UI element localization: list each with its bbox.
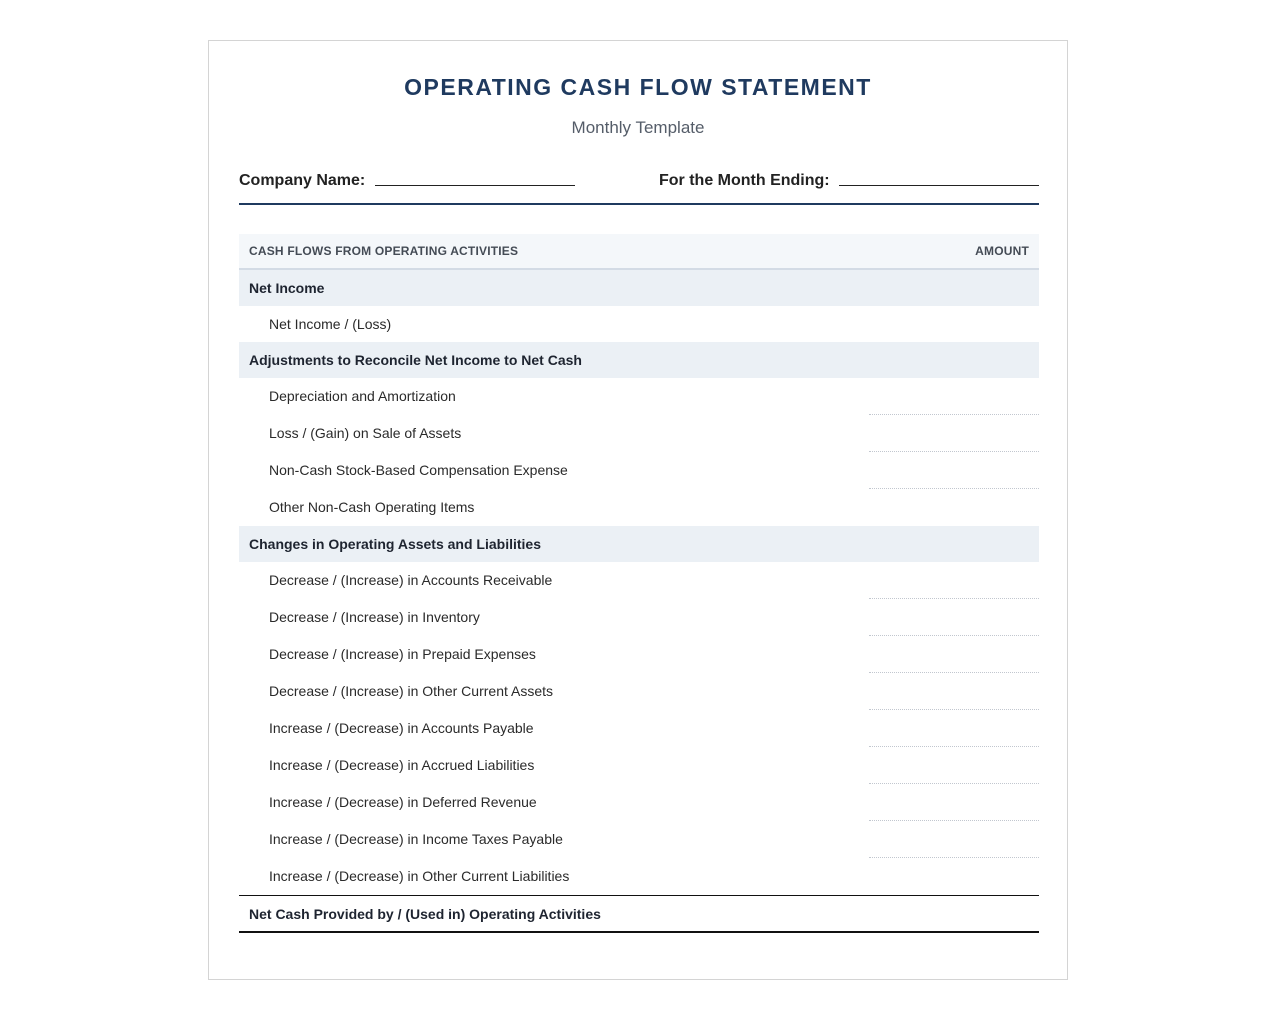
amount-cell[interactable] — [869, 452, 1039, 489]
line-item-label: Net Income / (Loss) — [269, 316, 392, 332]
section-title: Net Income — [249, 280, 325, 296]
line-item-label: Loss / (Gain) on Sale of Assets — [269, 425, 462, 441]
section-title: Changes in Operating Assets and Liabilities — [249, 536, 541, 552]
amount-cell[interactable] — [869, 710, 1039, 747]
section-row-net-income — [239, 270, 1039, 306]
table-row — [239, 489, 1039, 526]
month-ending-label: For the Month Ending: — [659, 172, 830, 189]
table-row — [239, 747, 1039, 784]
table-header-amount: AMOUNT — [975, 244, 1029, 258]
amount-cell[interactable] — [869, 636, 1039, 673]
line-item-label: Increase / (Decrease) in Income Taxes Payable — [269, 831, 563, 847]
total-row — [239, 895, 1039, 933]
line-item-label: Decrease / (Increase) in Inventory — [269, 609, 480, 625]
table-row — [239, 784, 1039, 821]
section-row-adjustments — [239, 342, 1039, 378]
amount-cell[interactable] — [869, 821, 1039, 858]
total-label: Net Cash Provided by / (Used in) Operating Activities — [249, 906, 601, 922]
statement-subtitle: Monthly Template — [571, 118, 705, 137]
line-item-label: Increase / (Decrease) in Accrued Liabilities — [269, 757, 535, 773]
line-item-label: Increase / (Decrease) in Accounts Payable — [269, 720, 534, 736]
table-header-label: CASH FLOWS FROM OPERATING ACTIVITIES — [249, 244, 519, 258]
statement-sheet — [208, 40, 1068, 980]
table-row — [239, 673, 1039, 710]
table-header — [239, 234, 1039, 270]
amount-cell[interactable] — [869, 489, 1039, 526]
cash-flow-table — [239, 234, 1039, 933]
line-item-label: Decrease / (Increase) in Other Current Assets — [269, 683, 553, 699]
table-row — [239, 452, 1039, 489]
section-row-changes — [239, 526, 1039, 562]
amount-cell[interactable] — [869, 599, 1039, 636]
total-amount-cell[interactable] — [869, 896, 1039, 931]
section-title: Adjustments to Reconcile Net Income to Net Cash — [249, 352, 582, 368]
table-row — [239, 378, 1039, 415]
line-item-label: Depreciation and Amortization — [269, 388, 456, 404]
table-row — [239, 710, 1039, 747]
line-item-label: Increase / (Decrease) in Deferred Revenue — [269, 794, 537, 810]
header-fields — [239, 165, 1039, 205]
amount-cell[interactable] — [869, 858, 1039, 895]
table-row — [239, 858, 1039, 895]
company-name-label: Company Name: — [239, 172, 366, 189]
line-item-label: Increase / (Decrease) in Other Current Liabilities — [269, 868, 570, 884]
line-item-label: Decrease / (Increase) in Prepaid Expenses — [269, 646, 536, 662]
month-ending-field[interactable] — [839, 185, 1039, 186]
amount-cell[interactable] — [869, 784, 1039, 821]
table-row — [239, 562, 1039, 599]
line-item-label: Non-Cash Stock-Based Compensation Expense — [269, 462, 568, 478]
statement-title: OPERATING CASH FLOW STATEMENT — [404, 74, 872, 100]
amount-cell[interactable] — [869, 415, 1039, 452]
table-row — [239, 306, 1039, 342]
table-row — [239, 636, 1039, 673]
line-item-label: Decrease / (Increase) in Accounts Receivable — [269, 572, 553, 588]
amount-cell[interactable] — [869, 747, 1039, 784]
amount-cell[interactable] — [869, 306, 1039, 342]
company-name-field[interactable] — [375, 185, 575, 186]
table-row — [239, 599, 1039, 636]
amount-cell[interactable] — [869, 378, 1039, 415]
table-row — [239, 415, 1039, 452]
line-item-label: Other Non-Cash Operating Items — [269, 499, 475, 515]
amount-cell[interactable] — [869, 673, 1039, 710]
table-row — [239, 821, 1039, 858]
amount-cell[interactable] — [869, 562, 1039, 599]
